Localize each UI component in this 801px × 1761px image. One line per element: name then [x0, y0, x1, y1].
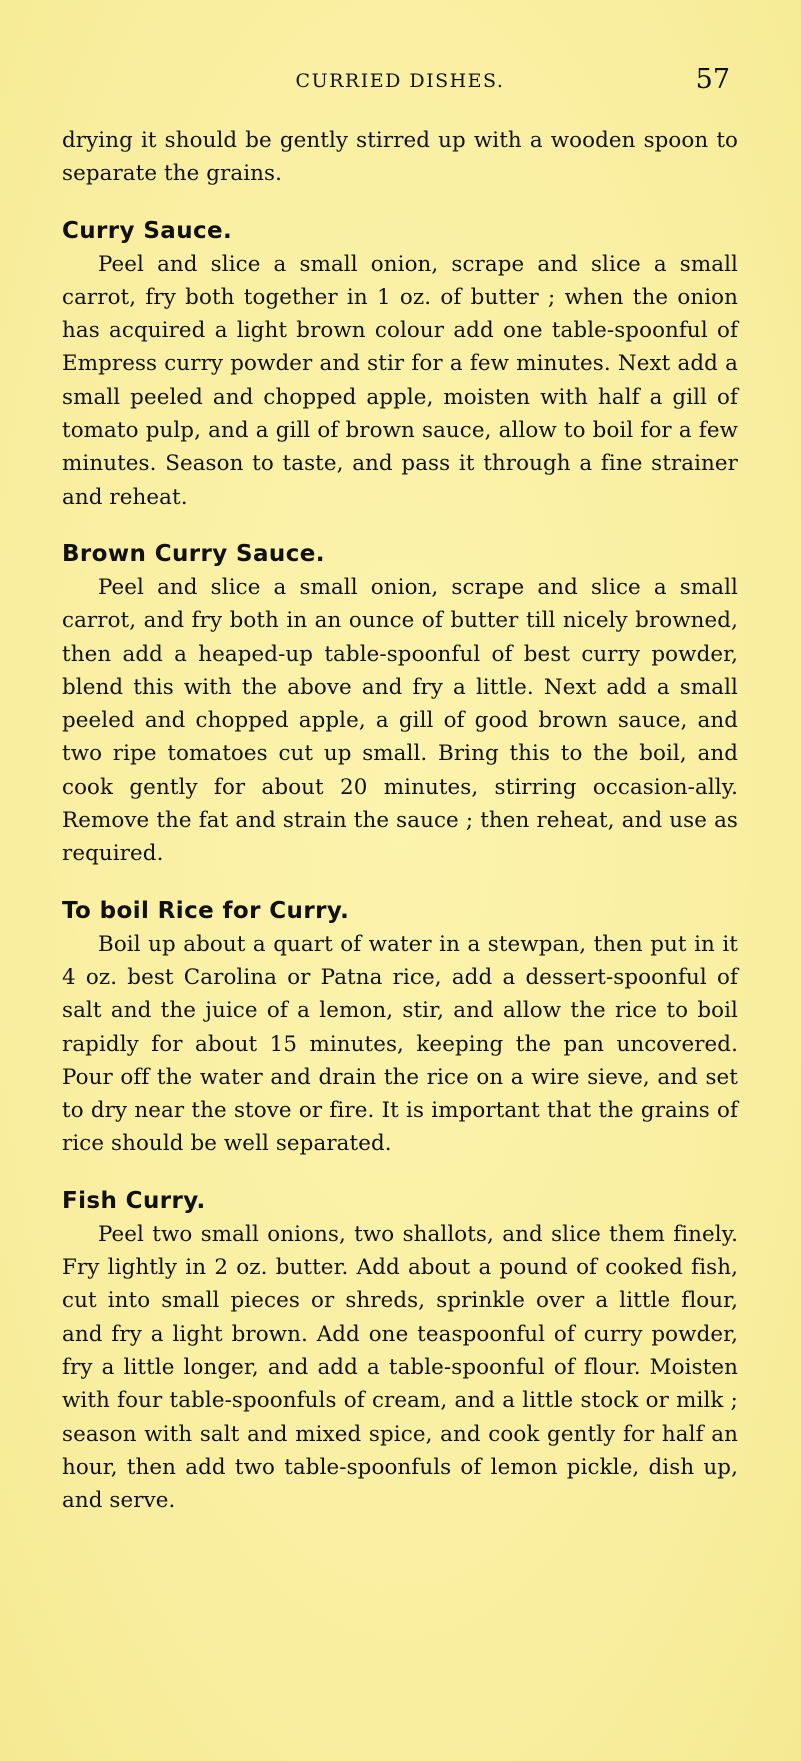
heading-fish-curry: Fish Curry.: [62, 1187, 206, 1214]
paragraph-curry-sauce: Peel and slice a small onion, scrape and slice a small carrot, fry both together in 1 oz. of butter ; when the onion has acquired a light brown colour add one table-spoonful of Empress curry powder and stir for a few minutes. Next add a small peeled and chopped apple, moisten with half a gill of tomato pulp, and a gill of brown sauce, allow to boil for a few minutes. Season to taste, and pass it through a fine strainer and reheat.: [62, 251, 738, 510]
page-number: 57: [695, 64, 730, 95]
paragraph-brown-curry-sauce: Peel and slice a small onion, scrape and slice a small carrot, and fry both in an ounce of butter till nicely browned, then add a heaped-up table-spoonful of best curry powder, blend this with the above and fry a little. Next add a small peeled and chopped apple, a gill of good brown sauce, and two ripe tomatoes cut up small. Bring this to the boil, and cook gently for about 20 minutes, stirring occasion-ally. Remove the fat and strain the sauce ; then reheat, and use as required.: [62, 574, 738, 867]
heading-curry-sauce: Curry Sauce.: [62, 217, 233, 244]
page-content: [62, 124, 738, 1517]
heading-brown-curry-sauce: Brown Curry Sauce.: [62, 540, 325, 567]
running-head: [70, 64, 730, 104]
paragraph-fish-curry: Peel two small onions, two shallots, and slice them finely. Fry lightly in 2 oz. butter. Add about a pound of cooked fish, cut into small pieces or shreds, sprinkle over a little flour, and fry a light brown. Add one teaspoonful of curry powder, fry a little longer, and add a table-spoonful of flour. Moisten with four table-spoonfuls of cream, and a little stock or milk ; season with salt and mixed spice, and cook gently for half an hour, then add two table-spoonfuls of lemon pickle, dish up, and serve.: [62, 1221, 738, 1514]
heading-boil-rice: To boil Rice for Curry.: [62, 897, 350, 924]
paragraph-boil-rice: Boil up about a quart of water in a stewpan, then put in it 4 oz. best Carolina or Patna rice, add a dessert-spoonful of salt and the juice of a lemon, stir, and allow the rice to boil rapidly for about 15 minutes, keeping the pan uncovered. Pour off the water and drain the rice on a wire sieve, and set to dry near the stove or fire. It is important that the grains of rice should be well separated.: [62, 931, 738, 1157]
continued-paragraph: drying it should be gently stirred up with a wooden spoon to separate the grains.: [62, 128, 738, 187]
running-title: CURRIED DISHES.: [295, 70, 505, 92]
